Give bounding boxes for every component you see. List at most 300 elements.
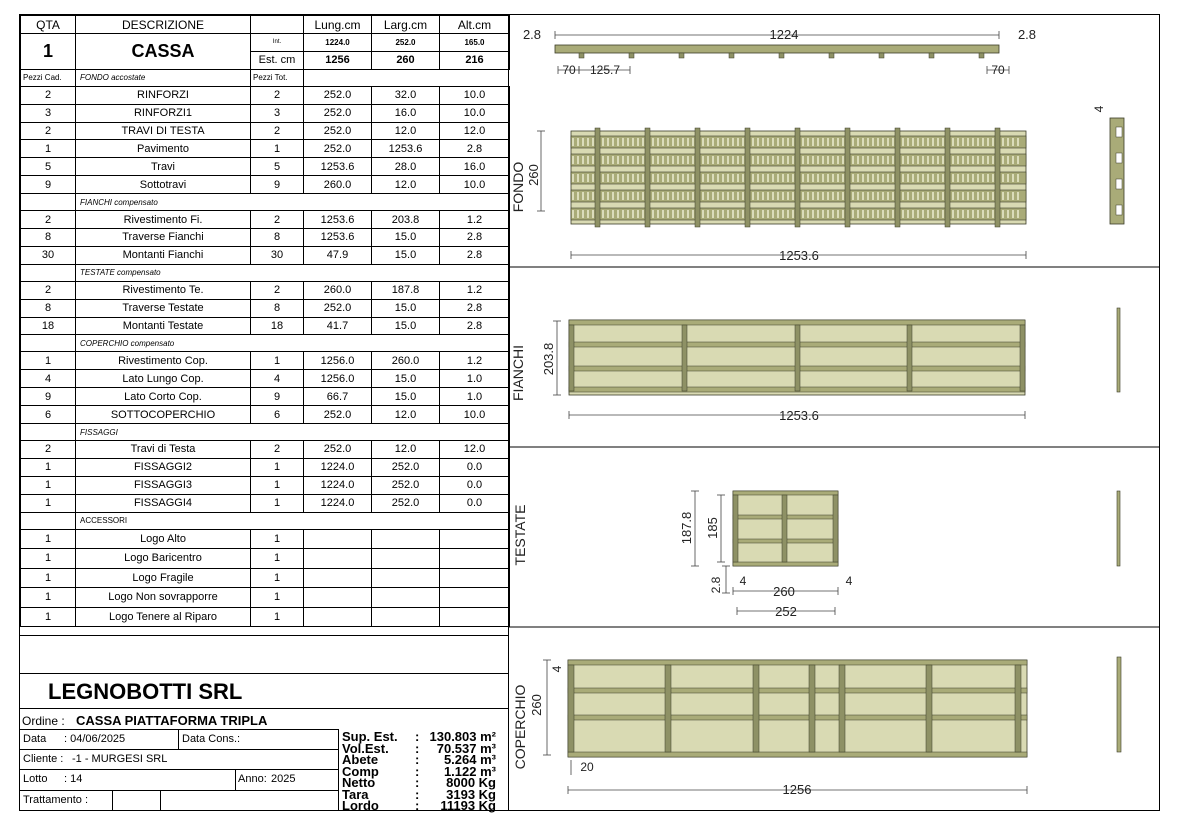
fondo-label: FONDO [510, 161, 526, 213]
width: 260.0 [372, 352, 440, 370]
dim-fondo-length: 1253.6 [779, 248, 819, 263]
qty-tot: 1 [251, 494, 304, 512]
int-larg: 252.0 [372, 34, 440, 52]
width: 12.0 [372, 176, 440, 194]
empty-cell [372, 529, 440, 549]
part-row [21, 476, 510, 494]
fianchi-view [510, 308, 1120, 423]
empty-cell [440, 568, 510, 588]
coperchio-lato-corto [926, 665, 932, 752]
col-larg-header: Larg.cm [372, 16, 440, 34]
qty-cad: 30 [21, 246, 76, 264]
qty-tot: 4 [251, 370, 304, 388]
width: 15.0 [372, 388, 440, 406]
data-label: Data [23, 733, 47, 745]
summary-label: Abete [342, 752, 379, 767]
qty-tot: 30 [251, 246, 304, 264]
length: 260.0 [304, 176, 372, 194]
qty-cad: 3 [21, 104, 76, 122]
qty-cad: 9 [21, 388, 76, 406]
col-lung-header: Lung.cm [304, 16, 372, 34]
top-beam [555, 45, 999, 53]
qty-cad: 5 [21, 158, 76, 176]
qty-cad: 2 [21, 86, 76, 104]
data-cons-label: Data Cons.: [182, 733, 241, 745]
dim-testate-4-left: 4 [739, 574, 747, 588]
length: 41.7 [304, 317, 372, 335]
col-alt-header: Alt.cm [440, 16, 510, 34]
qty-cad: 8 [21, 229, 76, 247]
accessory-desc: Logo Alto [76, 529, 251, 549]
height: 1.2 [440, 211, 510, 229]
qty-cad: 2 [21, 281, 76, 299]
qty-tot: 3 [251, 104, 304, 122]
dim-2-8-right: 2.8 [1017, 27, 1037, 42]
width: 12.0 [372, 122, 440, 140]
part-desc: FISSAGGI2 [76, 458, 251, 476]
length: 1256.0 [304, 352, 372, 370]
drawings-panel [509, 14, 1160, 811]
dim-coperchio-length: 1256 [782, 782, 812, 797]
height: 10.0 [440, 86, 510, 104]
qty-cad: 1 [21, 607, 76, 627]
dim-testate-187-8: 187.8 [679, 511, 694, 545]
accessory-desc: Logo Non sovrapporre [76, 588, 251, 608]
qty-cad: 6 [21, 406, 76, 424]
ordine-value: CASSA PIATTAFORMA TRIPLA [76, 713, 268, 728]
height: 0.0 [440, 494, 510, 512]
top-stud [729, 53, 734, 58]
fondo-crossbeam [845, 128, 850, 227]
part-row [21, 176, 510, 194]
fianchi-side-profile [1117, 308, 1120, 392]
qty-tot: 1 [251, 588, 304, 608]
section-title: FIANCHI compensato [76, 194, 510, 211]
summary-label: Sup. Est. [342, 729, 398, 744]
part-desc: FISSAGGI3 [76, 476, 251, 494]
qty-tot: 1 [251, 476, 304, 494]
length: 260.0 [304, 281, 372, 299]
qty-cad: 1 [21, 494, 76, 512]
height: 10.0 [440, 176, 510, 194]
height: 0.0 [440, 476, 510, 494]
empty-cell [304, 549, 372, 569]
width: 12.0 [372, 406, 440, 424]
width: 252.0 [372, 494, 440, 512]
part-row [21, 229, 510, 247]
qty-tot: 2 [251, 281, 304, 299]
top-stud [679, 53, 684, 58]
side-slot [1116, 179, 1122, 189]
qty-cad: 1 [21, 140, 76, 158]
part-row [21, 317, 510, 335]
empty-cell [440, 607, 510, 627]
empty-cell [372, 588, 440, 608]
item-name: CASSA [76, 34, 251, 70]
coperchio-side-profile [1117, 657, 1121, 752]
qty-tot: 2 [251, 122, 304, 140]
qty-cad: 1 [21, 568, 76, 588]
part-desc: SOTTOCOPERCHIO [76, 406, 251, 424]
fondo-crossbeam [945, 128, 950, 227]
cliente-label: Cliente : [23, 753, 64, 765]
length: 1253.6 [304, 229, 372, 247]
dim-fondo-height: 260 [526, 164, 541, 186]
qty-cad: 1 [21, 476, 76, 494]
coperchio-lato-corto [839, 665, 845, 752]
length: 47.9 [304, 246, 372, 264]
coperchio-lato-lungo [568, 715, 1027, 720]
empty-cell [304, 607, 372, 627]
accessory-desc: Logo Baricentro [76, 549, 251, 569]
coperchio-lato-lungo [568, 752, 1027, 757]
lotto-label: Lotto [23, 773, 48, 785]
qty-cad: 2 [21, 441, 76, 459]
width: 16.0 [372, 104, 440, 122]
length: 252.0 [304, 104, 372, 122]
empty-cell [304, 568, 372, 588]
section-title-accessori: ACCESSORI [76, 512, 510, 529]
part-row [21, 388, 510, 406]
width: 15.0 [372, 317, 440, 335]
part-row [21, 406, 510, 424]
coperchio-lato-corto [753, 665, 759, 752]
dim-125-7: 125.7 [589, 63, 621, 77]
coperchio-lato-lungo [568, 660, 1027, 665]
height: 2.8 [440, 229, 510, 247]
fianchi-label: FIANCHI [510, 345, 526, 401]
length: 252.0 [304, 140, 372, 158]
part-row [21, 140, 510, 158]
part-desc: RINFORZI1 [76, 104, 251, 122]
dim-testate-2-8: 2.8 [709, 576, 723, 594]
anno-label: Anno: [238, 773, 267, 785]
qty-tot: 1 [251, 352, 304, 370]
dim-testate-252: 252 [775, 604, 797, 619]
qty-cad: 1 [21, 529, 76, 549]
part-desc: Lato Corto Cop. [76, 388, 251, 406]
int-lung: 1224.0 [304, 34, 372, 52]
order-info-block [20, 635, 508, 811]
coperchio-lato-corto [809, 665, 815, 752]
est-lung: 1256 [304, 51, 372, 69]
length: 66.7 [304, 388, 372, 406]
section-title-fondo: FONDO accostate [76, 69, 251, 86]
qty-tot: 2 [251, 211, 304, 229]
testate-view [512, 491, 1120, 619]
height: 2.8 [440, 246, 510, 264]
pezzi-cad-label: Pezzi Cad. [21, 69, 76, 86]
empty-cell [372, 607, 440, 627]
height: 1.2 [440, 281, 510, 299]
side-slot [1116, 205, 1122, 215]
qty-cad: 8 [21, 299, 76, 317]
height: 10.0 [440, 104, 510, 122]
summary-colon: : [415, 752, 420, 767]
trattamento-label: Trattamento : [23, 794, 89, 806]
width: 252.0 [372, 458, 440, 476]
length: 252.0 [304, 299, 372, 317]
dim-2-8-left: 2.8 [522, 27, 542, 42]
dim-testate-4-right: 4 [845, 574, 853, 588]
qty-tot: 5 [251, 158, 304, 176]
fianchi-traverse [569, 320, 1025, 325]
qty-tot: 9 [251, 388, 304, 406]
coperchio-label: COPERCHIO [512, 684, 528, 770]
height: 1.0 [440, 388, 510, 406]
top-stud [629, 53, 634, 58]
width: 252.0 [372, 476, 440, 494]
fondo-crossbeam [595, 128, 600, 227]
dim-testate-260: 260 [773, 584, 795, 599]
fondo-crossbeam [645, 128, 650, 227]
part-desc: Rivestimento Cop. [76, 352, 251, 370]
col-desc-header: DESCRIZIONE [76, 16, 251, 34]
testate-label: TESTATE [512, 504, 528, 566]
width: 12.0 [372, 441, 440, 459]
empty-cell [304, 588, 372, 608]
summary-colon: : [415, 798, 420, 813]
qty-tot: 2 [251, 441, 304, 459]
fondo-crossbeam [995, 128, 1000, 227]
summary-value: 8000 Kg [446, 775, 496, 790]
fianchi-montante [795, 325, 800, 391]
summary-label: Vol.Est. [342, 740, 389, 756]
empty-cell [372, 549, 440, 569]
summary-value: 3193 Kg [446, 786, 496, 802]
anno-value: 2025 [271, 773, 296, 785]
coperchio-lato-corto [568, 665, 574, 752]
qty-tot: 1 [251, 607, 304, 627]
qty-tot: 9 [251, 176, 304, 194]
qty-tot: 6 [251, 406, 304, 424]
summary-colon: : [415, 729, 420, 744]
part-row [21, 158, 510, 176]
part-desc: TRAVI DI TESTA [76, 122, 251, 140]
summary-label: Lordo [342, 798, 379, 813]
top-stud [779, 53, 784, 58]
dim-1224: 1224 [769, 27, 799, 42]
summary-colon: : [415, 740, 420, 756]
empty-cell [440, 588, 510, 608]
height: 2.8 [440, 317, 510, 335]
summary-label: Comp [342, 763, 379, 779]
accessory-row [21, 568, 510, 588]
accessory-desc: Logo Fragile [76, 568, 251, 588]
est-alt: 216 [440, 51, 510, 69]
testate-traverse [733, 562, 838, 566]
part-desc: Montanti Fianchi [76, 246, 251, 264]
qty-cad: 1 [21, 549, 76, 569]
height: 1.0 [440, 370, 510, 388]
testate-montante [833, 495, 838, 562]
fianchi-montante [1020, 325, 1025, 391]
ordine-label: Ordine : [22, 714, 65, 728]
height: 12.0 [440, 441, 510, 459]
testate-traverse [733, 491, 838, 495]
part-row [21, 441, 510, 459]
qty-tot: 2 [251, 86, 304, 104]
length: 1224.0 [304, 494, 372, 512]
width: 15.0 [372, 370, 440, 388]
part-desc: RINFORZI [76, 86, 251, 104]
coperchio-lato-corto [1015, 665, 1021, 752]
part-row [21, 458, 510, 476]
height: 12.0 [440, 122, 510, 140]
dim-fianchi-length: 1253.6 [779, 408, 819, 423]
lotto-value: : 14 [64, 773, 83, 785]
dim-coperchio-20: 20 [580, 760, 594, 774]
pezzi-tot-label: Pezzi Tot. [251, 69, 304, 86]
coperchio-lato-corto [665, 665, 671, 752]
length: 252.0 [304, 406, 372, 424]
parts-table [20, 15, 510, 627]
part-desc: Travi [76, 158, 251, 176]
part-desc: Traverse Testate [76, 299, 251, 317]
qty-cad: 2 [21, 122, 76, 140]
part-desc: Travi di Testa [76, 441, 251, 459]
dim-70-right: 70 [991, 63, 1005, 77]
section-title: FISSAGGI [76, 424, 510, 441]
summary-value: 130.803 m² [429, 729, 496, 744]
height: 1.2 [440, 352, 510, 370]
testate-montante [733, 495, 738, 562]
part-row [21, 370, 510, 388]
height: 16.0 [440, 158, 510, 176]
part-desc: Traverse Fianchi [76, 229, 251, 247]
height: 2.8 [440, 140, 510, 158]
width: 15.0 [372, 246, 440, 264]
summary-value: 70.537 m³ [436, 740, 496, 756]
dim-coperchio-4: 4 [550, 665, 564, 673]
section-title: TESTATE compensato [76, 264, 510, 281]
length: 1224.0 [304, 458, 372, 476]
accessory-row [21, 529, 510, 549]
item-qty: 1 [21, 34, 76, 70]
fondo-crossbeam [695, 128, 700, 227]
dim-70-left: 70 [562, 63, 576, 77]
part-row [21, 352, 510, 370]
dim-testate-185: 185 [705, 517, 720, 539]
accessory-desc: Logo Tenere al Riparo [76, 607, 251, 627]
length: 1253.6 [304, 211, 372, 229]
width: 28.0 [372, 158, 440, 176]
part-row [21, 281, 510, 299]
part-desc: FISSAGGI4 [76, 494, 251, 512]
drawings-svg [509, 15, 1159, 812]
dim-fondo-side: 4 [1092, 105, 1106, 113]
qty-cad: 2 [21, 211, 76, 229]
qty-tot: 1 [251, 568, 304, 588]
top-stud [929, 53, 934, 58]
summary-value: 5.264 m³ [443, 752, 496, 767]
part-desc: Rivestimento Fi. [76, 211, 251, 229]
empty-cell [440, 529, 510, 549]
part-desc: Rivestimento Te. [76, 281, 251, 299]
top-stud [979, 53, 984, 58]
top-stud [579, 53, 584, 58]
qty-cad: 1 [21, 352, 76, 370]
length: 252.0 [304, 441, 372, 459]
part-row [21, 211, 510, 229]
width: 32.0 [372, 86, 440, 104]
summary-colon: : [415, 775, 420, 790]
fondo-crossbeam [895, 128, 900, 227]
qty-tot: 8 [251, 229, 304, 247]
empty-cell [372, 568, 440, 588]
length: 1256.0 [304, 370, 372, 388]
qty-tot: 1 [251, 140, 304, 158]
part-desc: Montanti Testate [76, 317, 251, 335]
empty-cell [304, 529, 372, 549]
summary-label: Tara [342, 786, 369, 802]
qty-tot: 1 [251, 529, 304, 549]
part-desc: Pavimento [76, 140, 251, 158]
accessory-row [21, 607, 510, 627]
fondo-crossbeam [745, 128, 750, 227]
coperchio-lato-lungo [568, 688, 1027, 693]
qty-tot: 8 [251, 299, 304, 317]
top-stud [879, 53, 884, 58]
height: 0.0 [440, 458, 510, 476]
part-desc: Sottotravi [76, 176, 251, 194]
width: 15.0 [372, 299, 440, 317]
length: 1253.6 [304, 158, 372, 176]
fianchi-montante [569, 325, 574, 391]
part-row [21, 299, 510, 317]
int-label: Int. [251, 34, 304, 52]
part-row [21, 494, 510, 512]
qty-tot: 1 [251, 549, 304, 569]
qty-cad: 18 [21, 317, 76, 335]
qty-cad: 1 [21, 588, 76, 608]
est-larg: 260 [372, 51, 440, 69]
side-slot [1116, 127, 1122, 137]
dim-fianchi-height: 203.8 [541, 342, 556, 376]
qty-tot: 1 [251, 458, 304, 476]
summary-value: 11193 Kg [440, 798, 496, 813]
height: 2.8 [440, 299, 510, 317]
est-label: Est. cm [251, 51, 304, 69]
parts-panel [19, 14, 509, 811]
side-slot [1116, 153, 1122, 163]
coperchio-view [512, 657, 1121, 797]
summary-colon: : [415, 786, 420, 802]
top-stud [829, 53, 834, 58]
fondo-view [510, 105, 1124, 263]
length: 1224.0 [304, 476, 372, 494]
empty-cell [440, 549, 510, 569]
fianchi-montante [907, 325, 912, 391]
height: 10.0 [440, 406, 510, 424]
company-name: LEGNOBOTTI SRL [48, 679, 243, 704]
part-row [21, 104, 510, 122]
summary-label: Netto [342, 775, 376, 790]
qty-tot: 18 [251, 317, 304, 335]
top-view [523, 27, 1036, 77]
part-desc: Lato Lungo Cop. [76, 370, 251, 388]
fianchi-montante [682, 325, 687, 391]
summary-colon: : [415, 763, 420, 779]
width: 187.8 [372, 281, 440, 299]
qty-cad: 4 [21, 370, 76, 388]
part-row [21, 246, 510, 264]
length: 252.0 [304, 86, 372, 104]
accessory-row [21, 588, 510, 608]
testate-montante [782, 495, 787, 562]
data-value: : 04/06/2025 [64, 733, 126, 745]
accessory-row [21, 549, 510, 569]
